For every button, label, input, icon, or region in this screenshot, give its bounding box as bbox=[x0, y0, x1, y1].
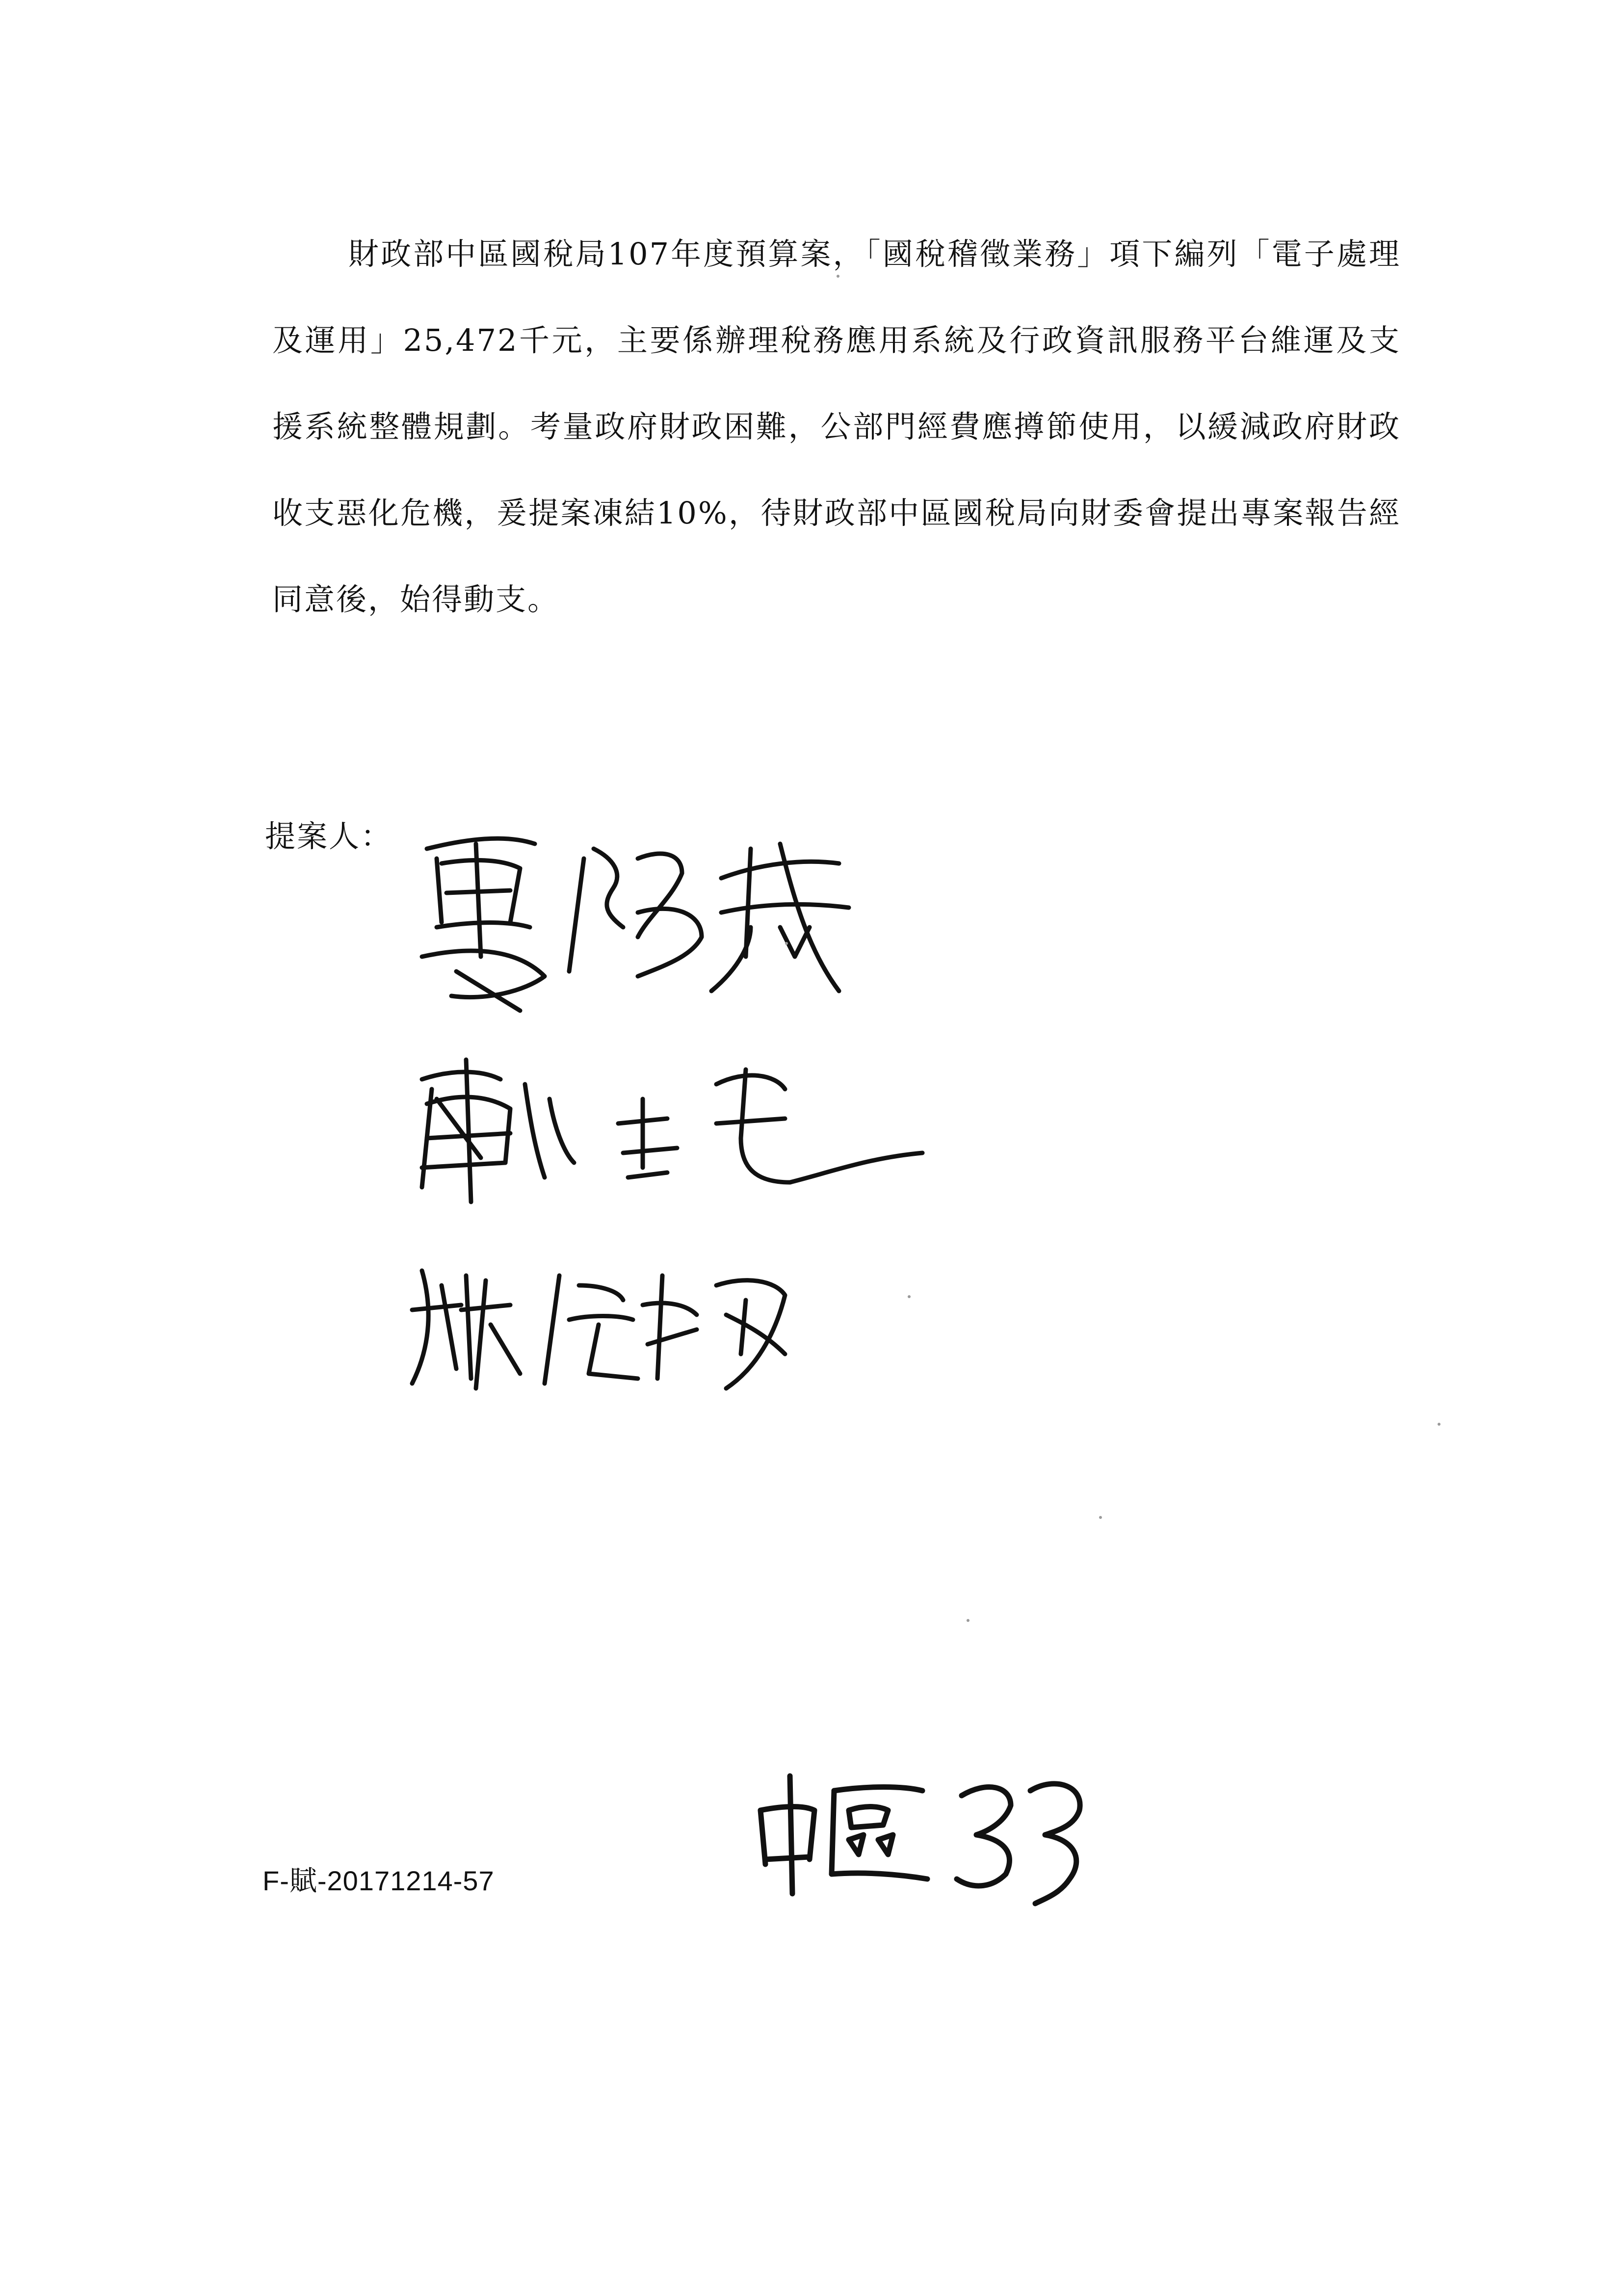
scan-speck bbox=[967, 1619, 969, 1622]
scan-speck bbox=[908, 1295, 911, 1298]
proposal-body-text: 財政部中區國稅局107年度預算案，「國稅稽徵業務」項下編列「電子處理及運用」25,472千元，主要係辦理稅務應用系統及行政資訊服務平台維運及支援系統整體規劃。考量政府財政困難，公部門經費應撙節使用，以緩減政府財政收支惡化危機，爰提案凍結10%，待財政部中區國稅局向財委會提出專案報告經同意後，始得動支。 bbox=[272, 236, 1401, 617]
proposer-label: 提案人： bbox=[265, 818, 393, 854]
scan-speck bbox=[837, 275, 839, 278]
document-code: F-賦-20171214-57 bbox=[262, 1865, 495, 1896]
scan-speck bbox=[785, 942, 788, 945]
signature-2 bbox=[402, 1040, 942, 1226]
signature-3 bbox=[402, 1256, 844, 1403]
signature-1 bbox=[407, 829, 898, 1035]
scan-speck bbox=[1438, 1423, 1441, 1426]
handwritten-note bbox=[746, 1756, 1089, 1904]
scan-speck bbox=[1099, 1516, 1102, 1519]
